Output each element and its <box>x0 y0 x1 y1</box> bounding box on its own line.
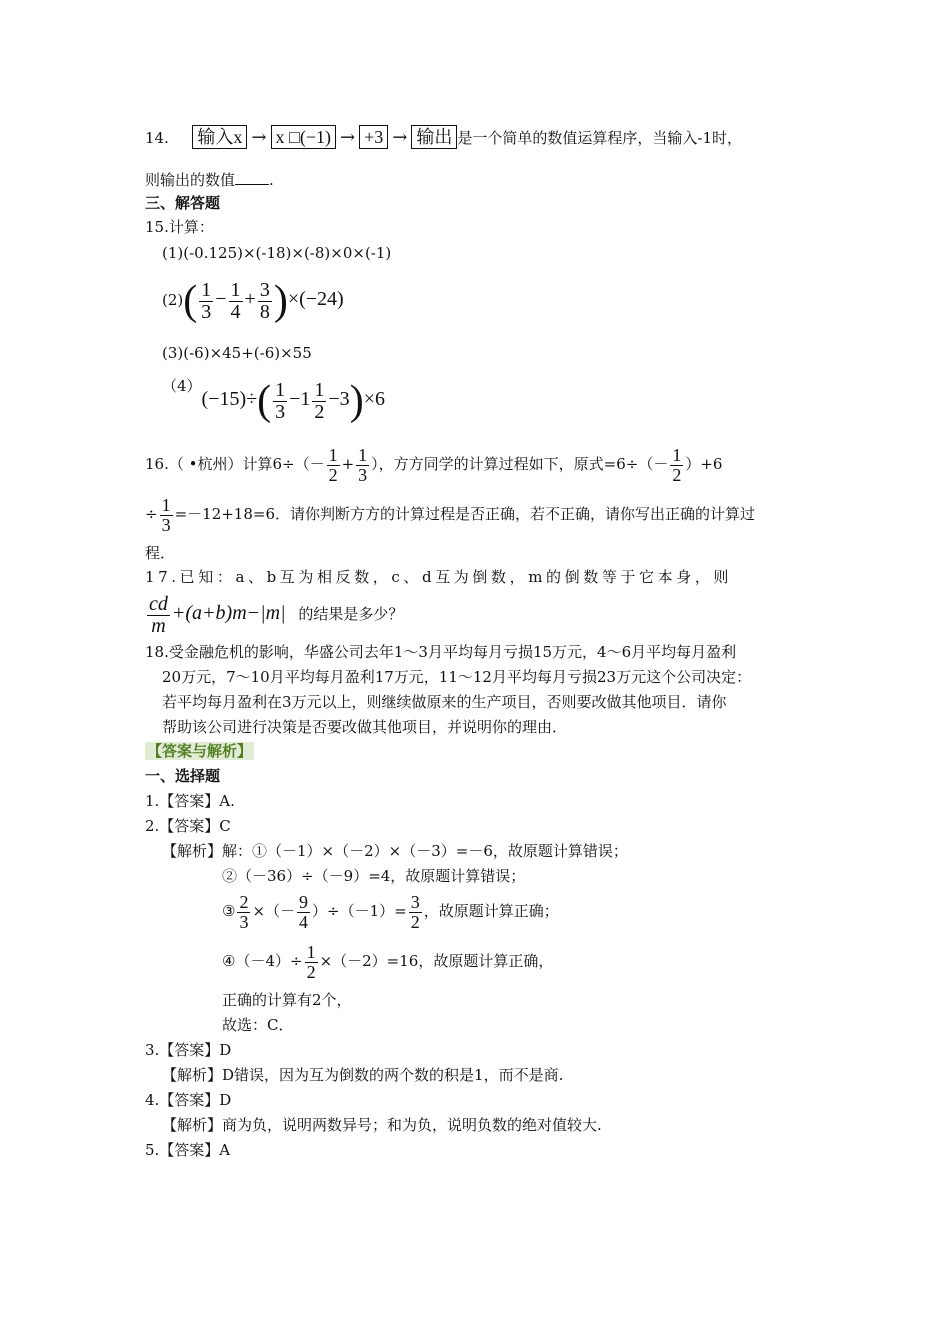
q15-part2: (2)( $\frac{1}{3}$ − $\frac{1}{4}$ + $\frac{3}{8}$ )×(−24) <box>162 278 344 324</box>
q14-line1 <box>145 127 742 148</box>
flow-box-input: 输入x <box>192 125 247 149</box>
answer-2-explain-3: ③ $\frac{2}{3}$ ×（－ $\frac{9}{4}$ ）÷（－1）= $\frac{3}{2}$ ，故原题计算正确； <box>222 891 559 932</box>
answer-5: 5.【答案】A <box>145 1141 231 1159</box>
fraction: $\frac{cd}{m}$ <box>149 592 168 637</box>
q14-number: 14. <box>145 129 169 147</box>
answer-4: 4.【答案】D <box>145 1091 232 1109</box>
flow-arrow-icon: → <box>392 127 408 148</box>
q15-part3: (3)(-6)×45+(-6)×55 <box>162 344 312 362</box>
fraction: $\frac{1}{2}$ <box>314 378 325 423</box>
q18-line4: 帮助该公司进行决策是否要改做其他项目，并说明你的理由． <box>162 718 568 736</box>
q17-line2: $\frac{cd}{m}$ +(a+b)m−|m| 的结果是多少？ <box>149 592 404 637</box>
flow-arrow-icon: → <box>251 127 267 148</box>
answer-2-explain-5: 正确的计算有2个， <box>222 991 352 1009</box>
fraction: $\frac{1}{3}$ <box>201 278 212 323</box>
flow-box-output: 输出 <box>411 125 457 149</box>
q16-line3: 程． <box>145 544 176 562</box>
q16-line2: ÷ $\frac{1}{3}$ =－12+18=6．请你判断方方的计算过程是否正确，若不正确，请你写出正确的计算过 <box>145 494 756 535</box>
answers-header: 【答案与解析】 <box>147 742 253 760</box>
section-heading-1: 一、选择题 <box>145 767 221 785</box>
flow-arrow-icon: → <box>340 127 356 148</box>
section-heading-3: 三、解答题 <box>145 194 221 212</box>
answer-2: 2.【答案】C <box>145 817 231 835</box>
q14-line2: 则输出的数值 . <box>145 171 274 189</box>
answer-2-explain-6: 故选：C． <box>222 1016 294 1034</box>
q15-stem: 15.计算： <box>145 218 214 236</box>
answer-blank <box>235 170 269 185</box>
answer-3-explain: 【解析】D错误，因为互为倒数的两个数的积是1，而不是商. <box>162 1066 564 1084</box>
flow-box-add: +3 <box>359 125 388 149</box>
q15-part1: (1)(-0.125)×(-18)×(-8)×0×(-1) <box>162 244 392 262</box>
q15-part4: （4）(−15)÷( $\frac{1}{3}$ −1 $\frac{1}{2}$ −3)×6 <box>162 377 385 424</box>
answer-2-explain-2: ②（－36）÷（－9）=4，故原题计算错误； <box>222 867 526 885</box>
q18-line1: 18.受金融危机的影响，华盛公司去年1～3月平均每月亏损15万元，4～6月平均每月盈利 <box>145 643 737 661</box>
q14-text: 是一个简单的数值运算程序，当输入-1时， <box>457 129 742 147</box>
answer-4-explain: 【解析】商为负，说明两数异号；和为负，说明负数的绝对值较大. <box>162 1116 602 1134</box>
q18-line2: 20万元，7～10月平均每月盈利17万元，11～12月平均每月亏损23万元这个公司决定： <box>162 668 752 686</box>
fraction: $\frac{1}{3}$ <box>275 378 286 423</box>
fraction: $\frac{1}{4}$ <box>230 278 241 323</box>
q18-line3: 若平均每月盈利在3万元以上，则继续做原来的生产项目，否则要改做其他项目．请你 <box>162 693 727 711</box>
answer-2-explain-1: 【解析】解：①（－1）×（－2）×（－3）=－6，故原题计算错误； <box>162 842 628 860</box>
flow-box-multiply: x □(−1) <box>271 125 337 149</box>
fraction: $\frac{3}{8}$ <box>259 278 270 323</box>
q16-line1: 16.（ •杭州）计算6÷（－ $\frac{1}{2}$ + $\frac{1}{3}$ ），方方同学的计算过程如下，原式=6÷（－ $\frac{1}{2}$ ）+6 <box>145 444 723 485</box>
answer-2-explain-4: ④（－4）÷ $\frac{1}{2}$ ×（－2）=16，故原题计算正确， <box>222 941 554 982</box>
q17-line1: 17.已知：a、b互为相反数，c、d互为倒数，m的倒数等于它本身，则 <box>145 568 733 586</box>
answer-3: 3.【答案】D <box>145 1041 232 1059</box>
answer-1: 1.【答案】A. <box>145 792 235 810</box>
